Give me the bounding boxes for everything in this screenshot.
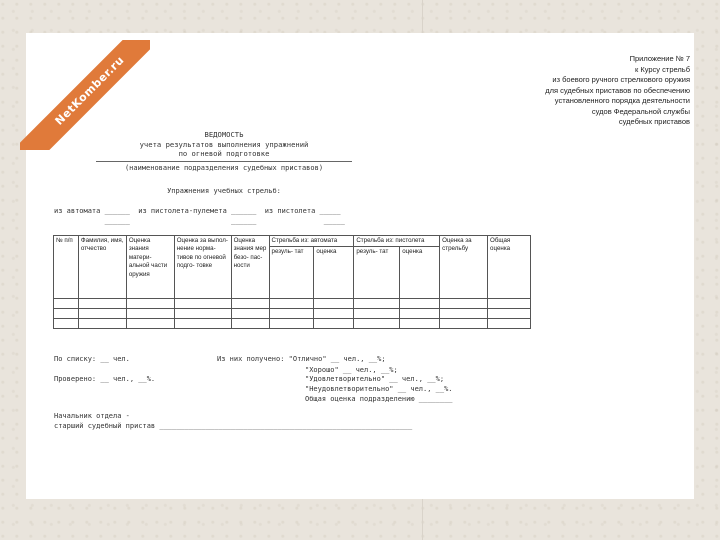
table-cell	[269, 319, 314, 329]
results-table	[53, 235, 531, 329]
footer-unsatisfactory: "Неудовлетворительно" __ чел., __%.	[305, 385, 453, 393]
table-cell	[174, 299, 231, 309]
table-cell	[126, 319, 174, 329]
table-cell	[269, 299, 314, 309]
appendix-line: судебных приставов	[618, 117, 690, 126]
subheader-result: резуль- тат	[354, 247, 400, 299]
table-cell	[314, 309, 354, 319]
document-title	[96, 130, 352, 159]
title-line: ВЕДОМОСТЬ	[204, 130, 244, 139]
footer-good: "Хорошо" __ чел., __%;	[305, 366, 398, 374]
table-row	[54, 309, 531, 319]
title-line: учета результатов выполнения упражнений	[139, 139, 309, 149]
table-row	[54, 299, 531, 309]
table-cell	[78, 319, 126, 329]
header-rifle: Стрельба из: автомата	[269, 236, 354, 247]
department-caption: (наименование подразделения судебных приставов)	[124, 164, 324, 172]
table-cell	[488, 299, 531, 309]
title-line: по огневой подготовке	[178, 149, 270, 158]
table-cell	[440, 319, 488, 329]
header-total: Общая оценка	[488, 236, 531, 299]
table-header-row	[54, 236, 531, 247]
table-cell	[126, 299, 174, 309]
footer-head-title: Начальник отдела -	[54, 412, 130, 420]
table-cell	[78, 299, 126, 309]
table-cell	[488, 319, 531, 329]
exercises-title: Упражнения учебных стрельб:	[167, 187, 281, 195]
appendix-line: из боевого ручного стрелкового оружия	[552, 75, 690, 84]
table-cell	[354, 319, 400, 329]
appendix-line: установленного порядка деятельности	[554, 96, 690, 105]
table-cell	[440, 309, 488, 319]
table-cell	[78, 309, 126, 319]
table-cell	[174, 309, 231, 319]
table-cell	[400, 299, 440, 309]
header-num: № п/п	[54, 236, 79, 299]
appendix-line: Приложение № 7	[629, 54, 690, 63]
footer-received-excellent: Из них получено: "Отлично" __ чел., __%;	[217, 355, 386, 363]
appendix-header	[460, 54, 690, 128]
table-cell	[231, 309, 269, 319]
watermark-text: NetKomber.ru	[20, 40, 150, 150]
table-cell	[400, 319, 440, 329]
header-safety: Оценка знания мер безо- пас- ности	[231, 236, 269, 299]
footer-satisfactory: "Удовлетворительно" __ чел., __%;	[305, 375, 445, 383]
header-name: Фамилия, имя, отчество	[78, 236, 126, 299]
appendix-line: к Курсу стрельб	[634, 64, 690, 74]
department-fill-line	[96, 161, 352, 162]
header-norms: Оценка за выпол- нение норма- тивов по огневой подго- товке	[174, 236, 231, 299]
table-cell	[54, 309, 79, 319]
subheader-grade: оценка	[314, 247, 354, 299]
table-cell	[54, 299, 79, 309]
table-cell	[400, 309, 440, 319]
appendix-line: для судебных приставов по обеспечению	[545, 85, 690, 95]
appendix-line: судов Федеральной службы	[591, 106, 690, 116]
table-cell	[269, 309, 314, 319]
exercises-row-continuation: ______ ______ _____	[54, 217, 345, 225]
table-cell	[488, 309, 531, 319]
table-cell	[314, 319, 354, 329]
table-row	[54, 319, 531, 329]
subheader-grade: оценка	[400, 247, 440, 299]
header-knowledge: Оценка знания матери- альной части оружия	[126, 236, 174, 299]
footer-list-count: По списку: __ чел.	[54, 355, 130, 363]
footer-head-signature: старший судебный пристав ____________________________________________________________	[54, 422, 413, 430]
table-cell	[354, 309, 400, 319]
table-cell	[126, 309, 174, 319]
footer-overall-grade: Общая оценка подразделению ________	[305, 395, 453, 403]
table-cell	[54, 319, 79, 329]
header-shooting-grade: Оценка за стрельбу	[440, 236, 488, 299]
table-cell	[314, 299, 354, 309]
header-pistol: Стрельба из: пистолета	[354, 236, 440, 247]
exercises-row: из автомата ______ из пистолета-пулемета ______ из пистолета _____	[54, 207, 341, 215]
table-cell	[231, 299, 269, 309]
footer-checked: Проверено: __ чел., __%.	[54, 375, 156, 383]
subheader-result: резуль- тат	[269, 247, 314, 299]
table-cell	[440, 299, 488, 309]
table-cell	[354, 299, 400, 309]
table-cell	[231, 319, 269, 329]
table-cell	[174, 319, 231, 329]
